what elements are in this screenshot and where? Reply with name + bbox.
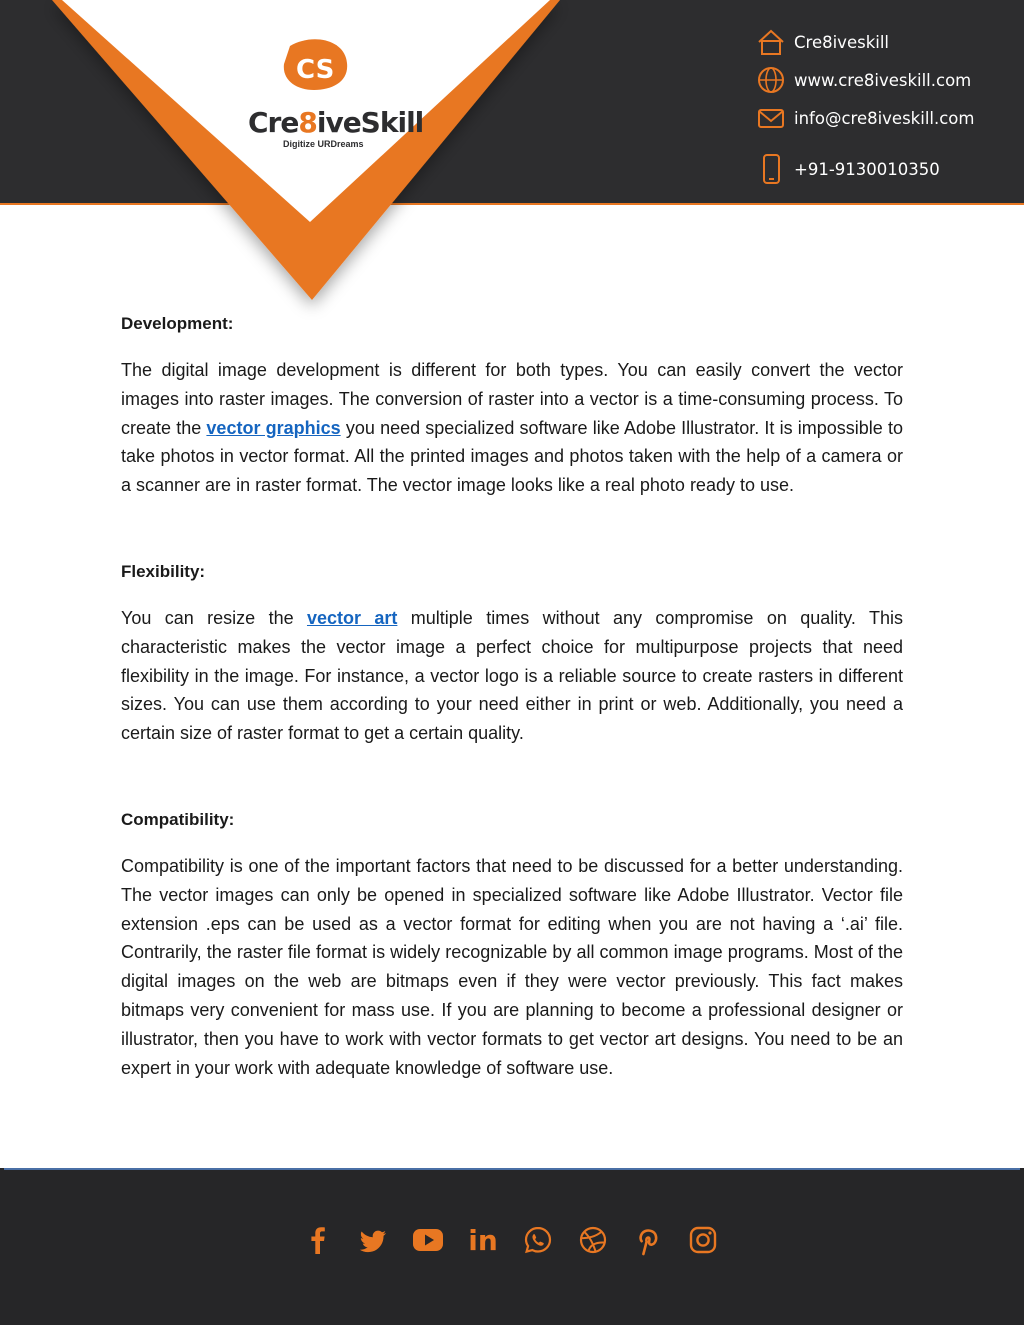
logo-wordmark [248, 106, 423, 139]
section-paragraph: Compatibility is one of the important factors that need to be discussed for a better understanding. The vector images can only be opened in specialized software like Adobe Illustrator. Vector file extension .eps can be used as a vector format for editing when you are not having a ‘.ai’ file. Contrarily, the raster file format is widely recognizable by all common image programs. Most of the digital images on the web are bitmaps even if they were vector previously. This fact makes bitmaps very convenient for mass use. If you are planning to become a professional designer or illustrator, then you have to work with vector formats to get vector art designs. You need to be an expert in your work with adequate knowledge of software use. [121, 855, 903, 1078]
section-heading: Development: [121, 314, 234, 333]
pinterest-icon [632, 1224, 664, 1256]
linkedin-link[interactable]: in [468, 1223, 498, 1257]
youtube-link[interactable] [410, 1222, 446, 1258]
social-links [300, 1222, 740, 1258]
dribbble-link[interactable] [575, 1222, 611, 1258]
section-heading: Compatibility: [121, 809, 235, 829]
whatsapp-link[interactable] [520, 1222, 556, 1258]
pinterest-link[interactable] [630, 1222, 666, 1258]
twitter-icon [357, 1224, 389, 1256]
section-paragraph [121, 356, 903, 500]
paragraph-text: The digital image development is different for both types. You can easily convert the vector images into raster images. The conversion of raster into a vector is a time-consuming process. To create the [121, 360, 903, 438]
section-heading: Flexibility: [121, 561, 206, 581]
article-body [121, 310, 903, 1140]
instagram-icon [687, 1224, 719, 1256]
paragraph-text: You can resize the [121, 607, 307, 628]
section-compatibility [121, 806, 903, 1082]
youtube-icon [412, 1224, 444, 1256]
contact-website-text[interactable]: www.cre8iveskill.com [794, 70, 972, 90]
contact-email[interactable] [756, 103, 974, 133]
logo-mark-text: CS [296, 55, 335, 85]
contact-email-text[interactable]: info@cre8iveskill.com [794, 108, 975, 128]
logo-word-mid: 8 [298, 106, 317, 139]
contact-website[interactable] [756, 65, 971, 95]
section-development [121, 310, 903, 500]
vector-graphics-link[interactable]: vector graphics [206, 417, 341, 438]
facebook-link[interactable] [300, 1222, 336, 1258]
vector-art-link[interactable]: vector art [306, 607, 398, 628]
contact-company [756, 27, 889, 57]
paragraph-text: you need specialized software like Adobe Illustrator. It is impossible to take photos in vector format. All the printed images and photos taken with the help of a camera or a scanner are in raster format. The vector image looks like a real photo ready to use. [121, 417, 903, 496]
logo-tagline: Digitize URDreams [283, 139, 364, 149]
paragraph-text: multiple times without any compromise on quality. This characteristic makes the vector image a perfect choice for multipurpose projects that need flexibility in the image. For instance, a vector logo is a reliable source to create rasters in different sizes. You can use them according to your need either in print or web. Additionally, you need a certain size of raster format to get a certain quality. [121, 607, 903, 744]
twitter-link[interactable] [355, 1222, 391, 1258]
logo-word-start: Cre [248, 106, 299, 139]
whatsapp-icon [522, 1224, 554, 1256]
footer-divider [4, 1168, 1020, 1170]
home-icon [756, 27, 786, 57]
logo-word-end: iveSkill [316, 106, 424, 139]
facebook-icon [302, 1224, 334, 1256]
phone-icon [756, 154, 786, 184]
contact-phone-text[interactable]: +91-9130010350 [794, 159, 940, 179]
contact-company-text: Cre8iveskill [794, 32, 889, 52]
dribbble-icon [577, 1224, 609, 1256]
section-paragraph [121, 604, 903, 748]
globe-icon [756, 65, 786, 95]
instagram-link[interactable] [685, 1222, 721, 1258]
section-flexibility [121, 558, 903, 748]
contact-phone[interactable] [756, 154, 940, 184]
mail-icon [756, 103, 786, 133]
